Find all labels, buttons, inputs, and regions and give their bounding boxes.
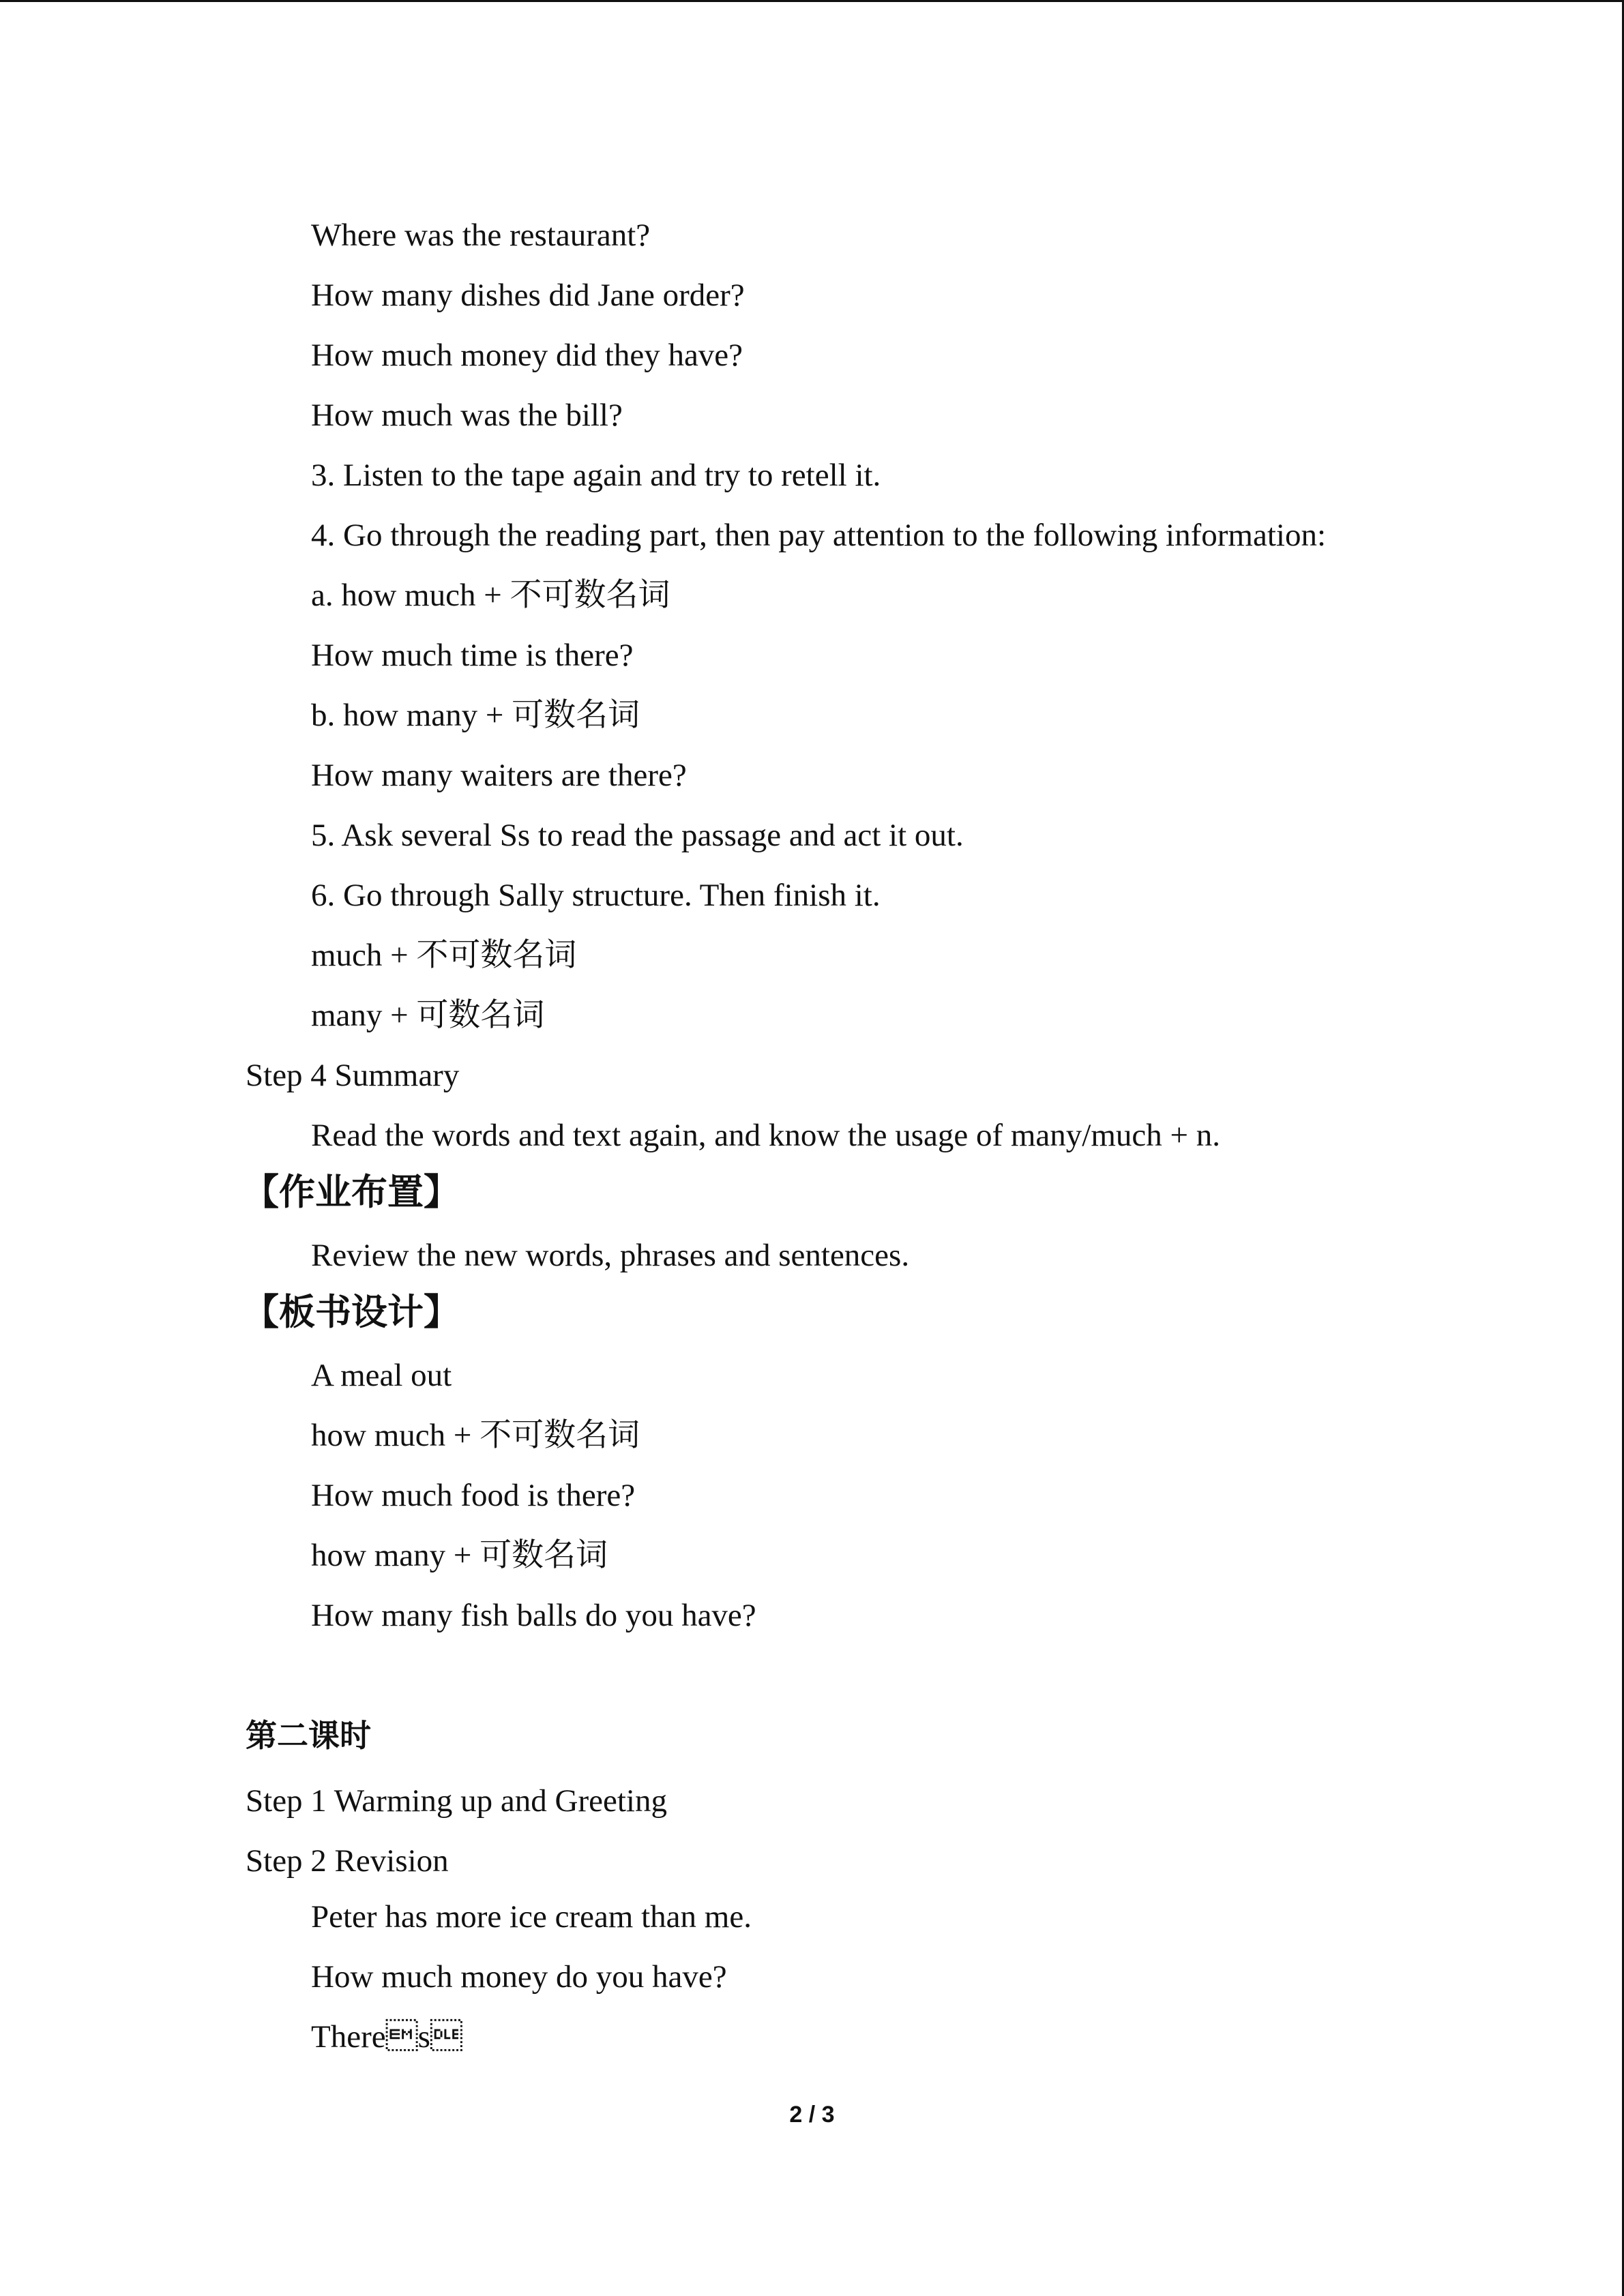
text-line: How much was the bill? [311,398,623,433]
text-line: 6. Go through Sally structure. Then finish it. [311,878,881,913]
text-line: How much time is there? [311,638,634,673]
board-line: how many + 可数名词 [311,1538,608,1573]
text-line: 4. Go through the reading part, then pay attention to the following information: [311,518,1327,553]
text-line: 3. Listen to the tape again and try to retell it. [311,458,881,493]
board-line: how much + 不可数名词 [311,1418,640,1453]
lesson2-step2: Step 2 Revision [246,1843,449,1879]
board-line: How many fish balls do you have? [311,1598,756,1633]
text-line: Where was the restaurant? [311,218,651,253]
text-line: How many waiters are there? [311,758,687,793]
text-line: much + 不可数名词 [311,938,577,973]
text-line: How much money did they have? [311,338,743,373]
text-line: b. how many + 可数名词 [311,698,640,733]
text-line: 5. Ask several Ss to read the passage and act it out. [311,818,964,853]
homework-heading: 【作业布置】 [243,1172,460,1213]
page-number: 2 / 3 [789,2102,835,2128]
revision-line: Theres [311,2019,462,2055]
text-line: many + 可数名词 [311,998,545,1033]
lesson2-title: 第二课时 [246,1717,371,1754]
step4-text: Read the words and text again, and know the usage of many/much + n. [311,1118,1221,1153]
board-heading: 【板书设计】 [243,1292,460,1333]
revision-line: Peter has more ice cream than me. [311,1899,752,1935]
text-line: a. how much + 不可数名词 [311,578,670,613]
board-line: A meal out [311,1358,452,1393]
homework-text: Review the new words, phrases and sentences. [311,1238,910,1273]
revision-line: How much money do you have? [311,1959,727,1995]
lesson2-step1: Step 1 Warming up and Greeting [246,1783,667,1819]
step4-title: Step 4 Summary [246,1058,460,1093]
text-line: How many dishes did Jane order? [311,278,745,313]
board-line: How much food is there? [311,1478,636,1513]
